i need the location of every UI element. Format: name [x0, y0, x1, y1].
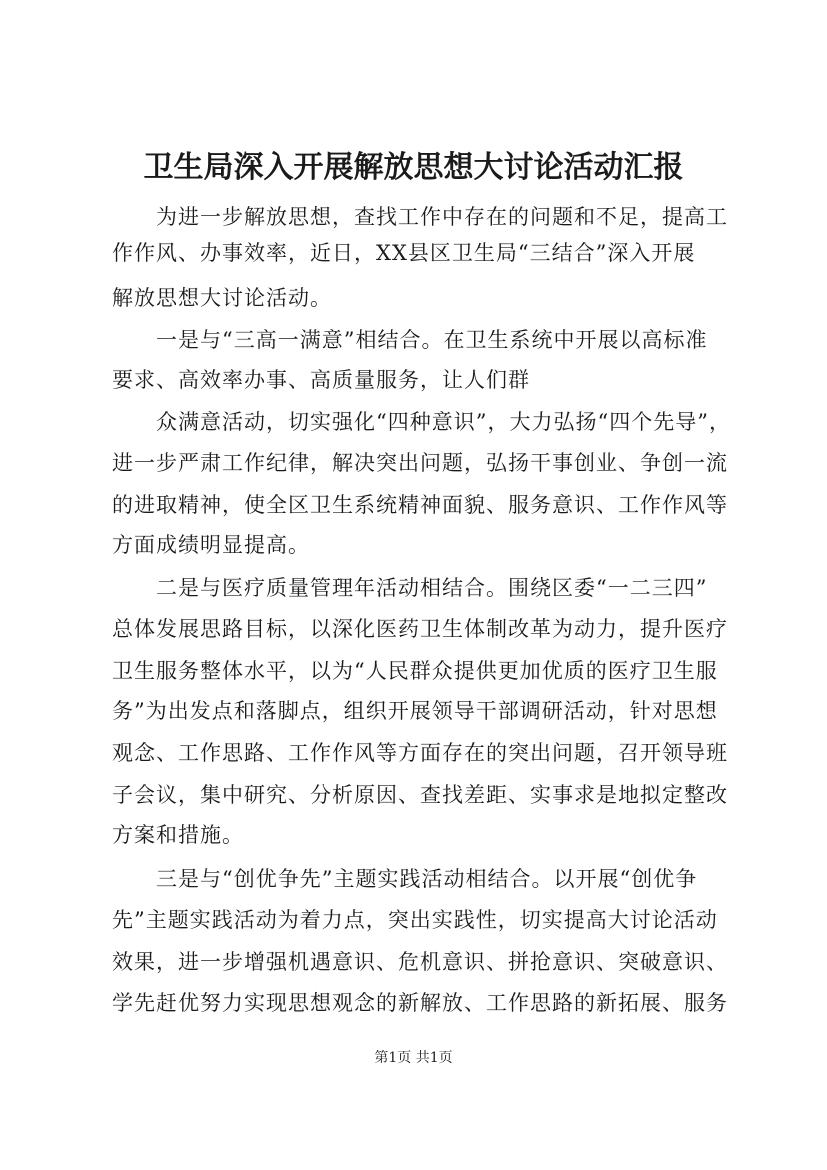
paragraph-2-line-2: 要求、高效率办事、高质量服务，让人们群 — [112, 368, 530, 392]
paragraph-4-line-2: 总体发展思路目标，以深化医药卫生体制改革为动力，提升医疗 — [112, 617, 728, 641]
paragraph-1-line-2: 作作风、办事效率，近日，XX县区卫生局“三结合”深入开展 — [112, 241, 696, 265]
paragraph-5-line-3: 效果，进一步增强机遇意识、危机意识、拼抢意识、突破意识、 — [112, 950, 728, 974]
paragraph-1-line-1: 为进一步解放思想，查找工作中存在的问题和不足，提高工 — [156, 205, 728, 229]
paragraph-3-line-4: 方面成绩明显提高。 — [112, 533, 310, 557]
paragraph-4-line-1: 二是与医疗质量管理年活动相结合。围绕区委“一二三四” — [156, 576, 708, 600]
paragraph-3-line-1: 众满意活动，切实强化“四种意识”，大力弘扬“四个先导”， — [156, 410, 731, 434]
paragraph-4-line-4: 务”为出发点和落脚点，组织开展领导干部调研活动，针对思想 — [112, 699, 718, 723]
paragraph-3-line-3: 的进取精神，使全区卫生系统精神面貌、服务意识、工作作风等 — [112, 493, 728, 517]
paragraph-3-line-2: 进一步严肃工作纪律，解决突出问题，弘扬干事创业、争创一流 — [112, 451, 728, 475]
paragraph-5-line-4: 学先赶优努力实现思想观念的新解放、工作思路的新拓展、服务 — [112, 991, 728, 1015]
paragraph-4-line-3: 卫生服务整体水平，以为“人民群众提供更加优质的医疗卫生服 — [112, 659, 718, 683]
page-number-footer: 第1页 共1页 — [374, 1050, 453, 1066]
paragraph-4-line-7: 方案和措施。 — [112, 823, 244, 847]
paragraph-5-line-2: 先”主题实践活动为着力点，突出实践性，切实提高大讨论活动 — [112, 908, 718, 932]
paragraph-5-line-1: 三是与“创优争先”主题实践活动相结合。以开展“创优争 — [156, 867, 698, 891]
paragraph-4-line-6: 子会议，集中研究、分析原因、查找差距、实事求是地拟定整改 — [112, 783, 728, 807]
paragraph-4-line-5: 观念、工作思路、工作作风等方面存在的突出问题，召开领导班 — [112, 741, 728, 765]
paragraph-2-line-1: 一是与“三高一满意”相结合。在卫生系统中开展以高标准 — [156, 328, 708, 352]
paragraph-1-line-3: 解放思想大讨论活动。 — [112, 286, 332, 310]
document-title: 卫生局深入开展解放思想大讨论活动汇报 — [143, 150, 684, 185]
